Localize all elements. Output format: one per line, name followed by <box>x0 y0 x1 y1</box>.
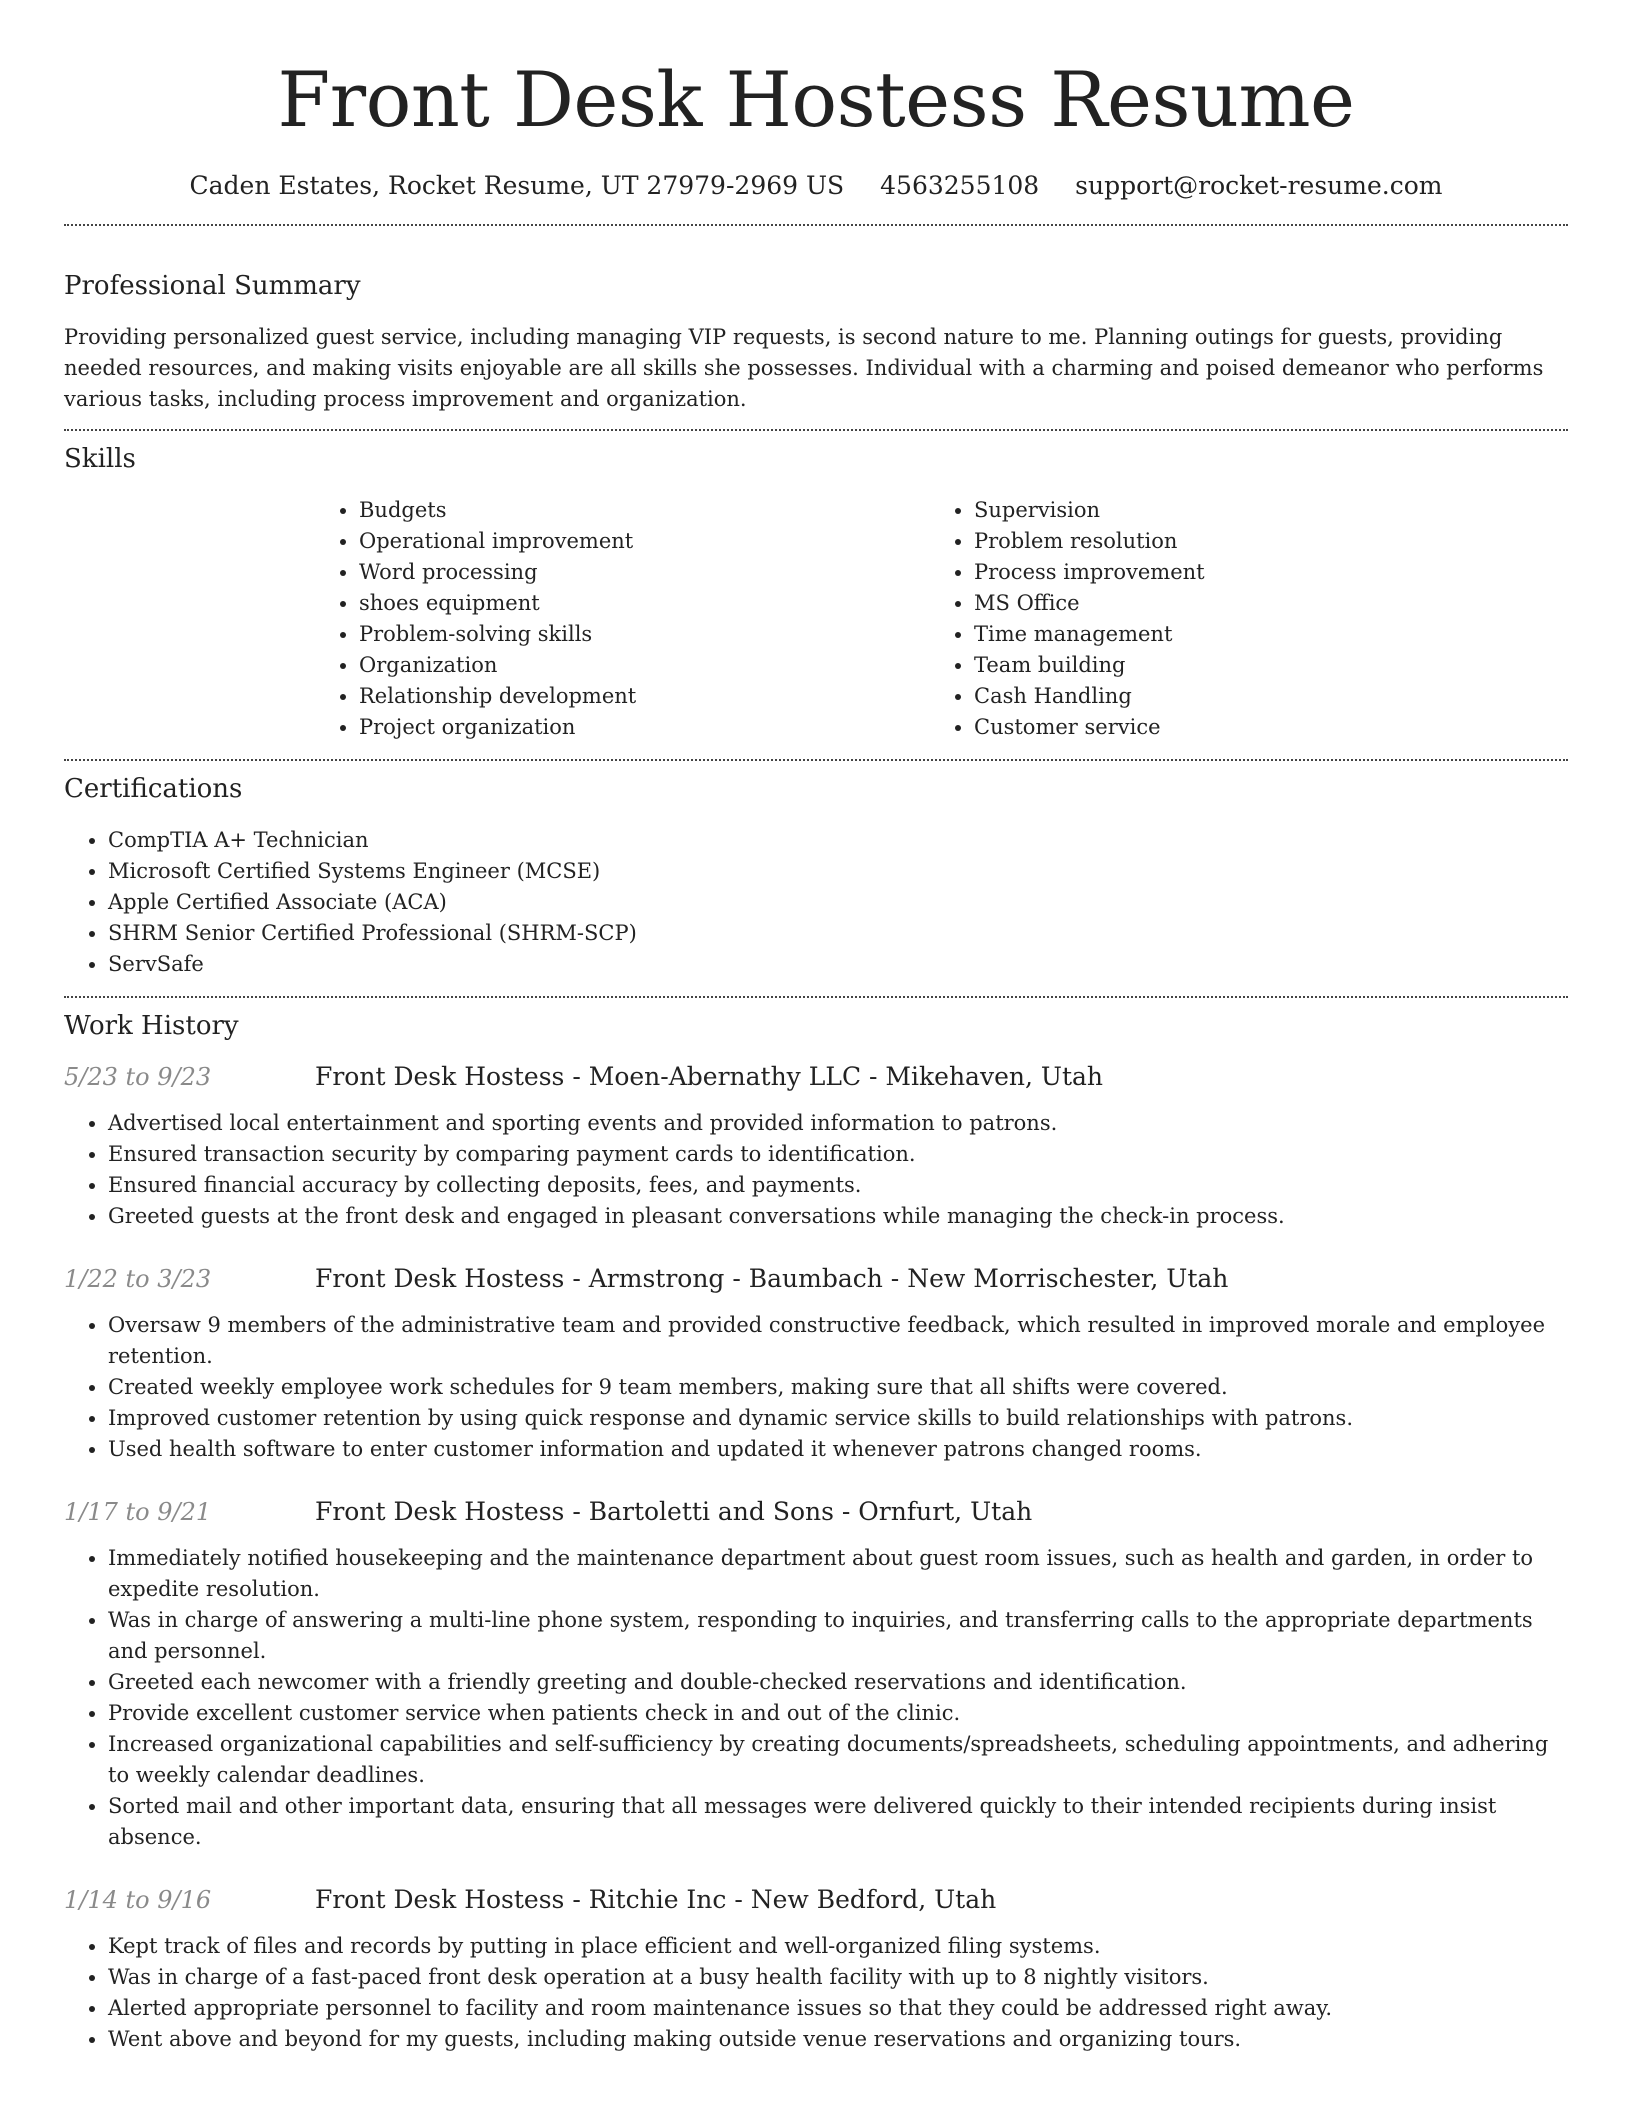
contact-phone: 4563255108 <box>880 171 1040 200</box>
certification-item: • Microsoft Certified Systems Engineer (MCSE) <box>108 856 1568 887</box>
skill-item: • Organization <box>359 650 930 681</box>
job-bullet: • Kept track of files and records by putting in place efficient and well-organized filing systems. <box>108 1931 1568 1962</box>
skill-item: • Project organization <box>359 712 930 743</box>
job-dates: 1/22 to 3/23 <box>64 1265 212 1293</box>
skill-item: • Customer service <box>974 712 1545 743</box>
skills-section <box>64 441 1568 743</box>
job-header <box>64 1262 1568 1296</box>
skill-item: • Problem-solving skills <box>359 619 930 650</box>
job-bullets <box>64 1310 1568 1465</box>
summary-text: Providing personalized guest service, including managing VIP requests, is second nature to me. Planning outings for guests, providing needed resources, and making visits enjoyable are all skills she possesses. Individual with a charming and poised demeanor who performs various tasks, including process improvement and organization. <box>64 325 1544 411</box>
job-bullets <box>64 1931 1568 2055</box>
job-title: Front Desk Hostess - Bartoletti and Sons - Ornfurt, Utah <box>315 1497 1033 1526</box>
job-bullet: • Was in charge of a fast-paced front desk operation at a busy health facility with up to 8 nightly visitors. <box>108 1962 1568 1993</box>
job-dates: 1/14 to 9/16 <box>64 1886 212 1914</box>
contact-line <box>64 168 1568 204</box>
summary-section <box>64 268 1568 415</box>
skill-item: • Problem resolution <box>974 526 1545 557</box>
job-bullet: • Used health software to enter customer information and updated it whenever patrons changed rooms. <box>108 1434 1568 1465</box>
job-bullet: • Oversaw 9 members of the administrative team and provided constructive feedback, which resulted in improved morale and employee retention. <box>108 1310 1568 1372</box>
job-header <box>64 1060 1568 1094</box>
work-history-section <box>64 1008 1568 2055</box>
skill-item: • Relationship development <box>359 681 930 712</box>
job-bullet: • Ensured transaction security by comparing payment cards to identification. <box>108 1139 1568 1170</box>
job-bullet: • Alerted appropriate personnel to facility and room maintenance issues so that they could be addressed right away. <box>108 1993 1568 2024</box>
job-header <box>64 1883 1568 1917</box>
contact-email[interactable]: support@rocket-resume.com <box>1075 171 1443 200</box>
skill-item: • Word processing <box>359 557 930 588</box>
job-bullet: • Ensured financial accuracy by collecting deposits, fees, and payments. <box>108 1170 1568 1201</box>
divider <box>64 224 1568 226</box>
skills-heading: Skills <box>64 444 136 474</box>
skills-column-left <box>315 495 930 743</box>
job-title: Front Desk Hostess - Armstrong - Baumbach - New Morrischester, Utah <box>315 1264 1229 1293</box>
job-bullet: • Provide excellent customer service when patients check in and out of the clinic. <box>108 1698 1568 1729</box>
job-bullet: • Sorted mail and other important data, ensuring that all messages were delivered quickly to their intended recipients during insist absence. <box>108 1791 1568 1853</box>
skill-item: • Process improvement <box>974 557 1545 588</box>
job-bullet: • Advertised local entertainment and sporting events and provided information to patrons. <box>108 1108 1568 1139</box>
job-header <box>64 1495 1568 1529</box>
job-bullet: • Was in charge of answering a multi-line phone system, responding to inquiries, and transferring calls to the appropriate departments and personnel. <box>108 1605 1568 1667</box>
skill-item: • Team building <box>974 650 1545 681</box>
certification-item: • SHRM Senior Certified Professional (SHRM-SCP) <box>108 918 1568 949</box>
job-title: Front Desk Hostess - Ritchie Inc - New Bedford, Utah <box>315 1885 997 1914</box>
job-bullet: • Greeted each newcomer with a friendly greeting and double-checked reservations and identification. <box>108 1667 1568 1698</box>
certifications-heading: Certifications <box>64 774 243 804</box>
job-bullet: • Went above and beyond for my guests, including making outside venue reservations and organizing tours. <box>108 2024 1568 2055</box>
certification-item: • Apple Certified Associate (ACA) <box>108 887 1568 918</box>
job-entry <box>64 1883 1568 2055</box>
divider <box>64 996 1568 998</box>
job-bullet: • Greeted guests at the front desk and engaged in pleasant conversations while managing the check-in process. <box>108 1201 1568 1232</box>
skills-column-right <box>930 495 1545 743</box>
work-history-heading: Work History <box>64 1011 239 1041</box>
certification-item: • CompTIA A+ Technician <box>108 825 1568 856</box>
divider <box>64 429 1568 431</box>
resume-title: Front Desk Hostess Resume <box>277 55 1355 144</box>
job-title: Front Desk Hostess - Moen-Abernathy LLC - Mikehaven, Utah <box>315 1062 1104 1091</box>
summary-heading: Professional Summary <box>64 271 361 301</box>
job-entry <box>64 1262 1568 1465</box>
skills-list <box>315 495 1568 743</box>
skill-item: • Time management <box>974 619 1545 650</box>
job-bullet: • Improved customer retention by using quick response and dynamic service skills to build relationships with patrons. <box>108 1403 1568 1434</box>
certifications-list <box>64 825 1568 980</box>
job-bullet: • Immediately notified housekeeping and the maintenance department about guest room issues, such as health and garden, in order to expedite resolution. <box>108 1543 1568 1605</box>
resume-page <box>64 0 1568 2055</box>
skill-item: • Budgets <box>359 495 930 526</box>
skills-list-left <box>315 495 930 743</box>
job-bullets <box>64 1543 1568 1853</box>
certifications-section <box>64 771 1568 980</box>
skill-item: • Supervision <box>974 495 1545 526</box>
certification-item: • ServSafe <box>108 949 1568 980</box>
job-bullet: • Increased organizational capabilities and self-sufficiency by creating documents/spreadsheets, scheduling appointments, and adhering to weekly calendar deadlines. <box>108 1729 1568 1791</box>
contact-address: Caden Estates, Rocket Resume, UT 27979-2969 US <box>189 171 845 200</box>
skill-item: • Cash Handling <box>974 681 1545 712</box>
divider <box>64 759 1568 761</box>
skill-item: • Operational improvement <box>359 526 930 557</box>
skill-item: • shoes equipment <box>359 588 930 619</box>
job-bullet: • Created weekly employee work schedules for 9 team members, making sure that all shifts were covered. <box>108 1372 1568 1403</box>
job-entry <box>64 1060 1568 1232</box>
skill-item: • MS Office <box>974 588 1545 619</box>
skills-list-right <box>930 495 1545 743</box>
job-dates: 5/23 to 9/23 <box>64 1063 212 1091</box>
job-bullets <box>64 1108 1568 1232</box>
job-entry <box>64 1495 1568 1853</box>
job-dates: 1/17 to 9/21 <box>64 1498 212 1526</box>
